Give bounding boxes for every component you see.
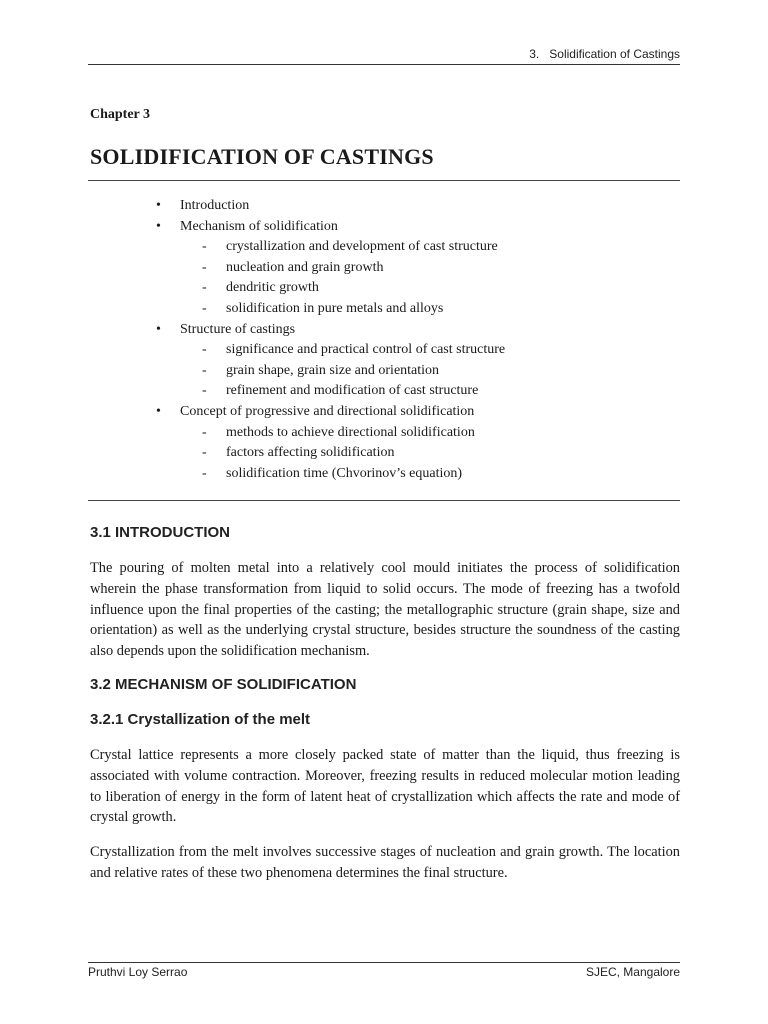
- crystallization-paragraph-2: Crystallization from the melt involves successive stages of nucleation and grain growth. The location and relative rates of these two phenomena determines the final structure.: [90, 844, 680, 881]
- outline-item-label: Concept of progressive and directional solidification: [180, 403, 475, 419]
- bullet-marker: •: [156, 198, 161, 213]
- outline-subitem: [156, 381, 505, 402]
- outline-subitem: [156, 237, 505, 258]
- header-section-number: 3.: [529, 47, 540, 61]
- crystallization-paragraph-1: Crystal lattice represents a more closely packed state of matter than the liquid, thus freezing is associated with volume contraction. Moreover, freezing results in reduced molecular motion leading to liberation of energy in the form of latent heat of crystallization which affects the rate and mode of crystal growth.: [90, 747, 680, 826]
- outline-subitem: [156, 361, 505, 382]
- outline-subitem-label: solidification time (Chvorinov’s equation): [226, 465, 463, 481]
- dash-marker: -: [202, 362, 207, 378]
- footer-author: Pruthvi Loy Serrao: [88, 965, 188, 979]
- dash-marker: -: [202, 259, 207, 275]
- introduction-paragraph: The pouring of molten metal into a relatively cool mould initiates the process of solidification wherein the phase transformation from liquid to solid occurs. The mode of freezing has a twofold influence upon the final properties of the casting; the metallographic structure (grain shape, size and orientation) as well as the underlying crystal structure, besides structure the soundness of the casting also depends upon the solidification mechanism.: [90, 560, 680, 660]
- outline-item: [156, 196, 505, 217]
- outline-subitem: [156, 340, 505, 361]
- top-divider: [88, 180, 680, 181]
- outline-item: [156, 217, 505, 238]
- bullet-marker: •: [156, 403, 161, 419]
- outline-subitem-label: nucleation and grain growth: [226, 259, 384, 275]
- outline-subitem: [156, 278, 505, 299]
- dash-marker: -: [202, 239, 207, 255]
- outline-item-label: Mechanism of solidification: [180, 218, 338, 234]
- running-header: [88, 44, 680, 65]
- outline-subitem: [156, 464, 505, 485]
- outline-subitem-label: factors affecting solidification: [226, 445, 395, 461]
- outline-item-label: Structure of castings: [180, 321, 296, 337]
- outline-subitem: [156, 258, 505, 279]
- outline-item-label: Introduction: [180, 198, 250, 213]
- bottom-divider: [88, 500, 680, 501]
- chapter-label: Chapter 3: [90, 107, 151, 122]
- subsection-heading-crystallization: 3.2.1 Crystallization of the melt: [90, 711, 311, 728]
- chapter-title: SOLIDIFICATION OF CASTINGS: [90, 144, 434, 169]
- dash-marker: -: [202, 300, 207, 316]
- chapter-outline: [156, 196, 505, 484]
- outline-subitem-label: grain shape, grain size and orientation: [226, 362, 440, 378]
- outline-subitem-label: crystallization and development of cast structure: [226, 239, 498, 255]
- outline-item: [156, 402, 505, 423]
- outline-subitem: [156, 423, 505, 444]
- dash-marker: -: [202, 445, 207, 461]
- header-section-title: Solidification of Castings: [549, 47, 680, 61]
- outline-item: [156, 320, 505, 341]
- outline-subitem-label: significance and practical control of cast structure: [226, 342, 506, 358]
- bullet-marker: •: [156, 218, 161, 234]
- dash-marker: -: [202, 424, 207, 440]
- dash-marker: -: [202, 383, 207, 399]
- page-footer: [88, 962, 680, 979]
- dash-marker: -: [202, 280, 207, 296]
- outline-subitem-label: refinement and modification of cast structure: [226, 383, 479, 399]
- footer-institution: SJEC, Mangalore: [585, 965, 680, 979]
- section-heading-mechanism: 3.2 MECHANISM OF SOLIDIFICATION: [90, 676, 357, 693]
- outline-subitem: [156, 299, 505, 320]
- section-heading-introduction: 3.1 INTRODUCTION: [90, 524, 231, 541]
- dash-marker: -: [202, 342, 207, 358]
- outline-subitem: [156, 443, 505, 464]
- outline-subitem-label: solidification in pure metals and alloys: [226, 300, 444, 316]
- outline-subitem-label: dendritic growth: [226, 280, 319, 296]
- outline-subitem-label: methods to achieve directional solidification: [226, 424, 475, 440]
- bullet-marker: •: [156, 321, 161, 337]
- dash-marker: -: [202, 465, 207, 481]
